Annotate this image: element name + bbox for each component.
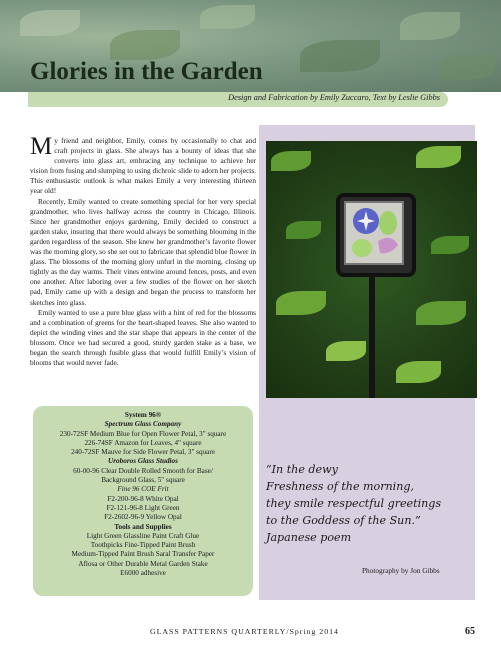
supply-item: Tools and Supplies bbox=[114, 522, 172, 531]
supply-item: 240-72SF Mauve for Side Flower Petal, 3" square bbox=[71, 448, 215, 457]
magazine-name: GLASS PATTERNS QUARTERLY/Spring 2014 bbox=[150, 627, 339, 636]
page-number: 65 bbox=[465, 626, 475, 637]
supplies-list bbox=[33, 406, 253, 578]
supply-item: F2-121-96-8 Light Green bbox=[106, 503, 180, 512]
supply-item: Toothpicks Fine-Tipped Paint Brush bbox=[90, 541, 196, 550]
supply-item: 226-74SF Amazon for Leaves, 4" square bbox=[84, 438, 202, 447]
supply-item: E6000 adhesive bbox=[120, 569, 166, 578]
supply-item: F2-2602-96-9 Yellow Opal bbox=[104, 513, 182, 522]
byline: Design and Fabrication by Emily Zuccaro, Text by Leslie Gibbs bbox=[228, 93, 440, 102]
poem-attribution: Japanese poem bbox=[266, 531, 352, 544]
glass-stake-frame bbox=[336, 193, 416, 277]
supply-item: Fine 96 COE Frit bbox=[117, 485, 169, 494]
japanese-poem bbox=[266, 461, 441, 546]
morning-glory-icon bbox=[346, 203, 402, 263]
supply-item: Medium-Tipped Paint Brush Saral Transfer Paper bbox=[71, 550, 215, 559]
supply-item: System 96® bbox=[124, 411, 162, 419]
supply-item: Background Glass, 5" square bbox=[101, 476, 185, 485]
article-title: Glories in the Garden bbox=[30, 58, 263, 85]
supply-item: 60-00-96 Clear Double Rolled Smooth for Base/ bbox=[73, 466, 213, 475]
byline-bar bbox=[28, 92, 448, 107]
photo-credit: Photography by Jon Gibbs bbox=[362, 566, 440, 575]
supply-item: Uroboros Glass Studios bbox=[108, 457, 178, 466]
garden-stake-photo bbox=[266, 141, 477, 398]
drop-cap: M bbox=[30, 133, 53, 160]
stake-post bbox=[369, 275, 375, 398]
poem-line-4: to the Goddess of the Sun.” bbox=[266, 514, 421, 527]
paragraph-2: Recently, Emily wanted to create something special for her very special grandmother, who lives halfway across the country in Chicago, Illinois. Since her grandmother enjoys gardening, Emily decided to construct a garden stake, insuring that there would always be something blooming in the garden regardless of the season. She knew her grandmother’s favorite flower was the morning glory, so she set out to fabricate that splendid blue flower in glass. The blossoms of the morning glory unfurl in the morning, closing up tightly as the day warms. Their vines entwine around fences, posts, and even one another. After laboring over a few studies of the flower on her sketch pad, Emily came up with a design and began the process to transform her sketches into glass. bbox=[30, 196, 256, 307]
paragraph-1-text: y friend and neighbor, Emily, comes by occasionally to chat and craft projects in glass. She always has a bounty of ideas that she converts into glass art, embracing any technique to achieve her vision from fusing and slumping to using dichroic slide to adorn her projects. This enthusiastic outlook is what makes Emily a very interesting thirteen year old! bbox=[30, 136, 256, 196]
supply-item: Light Green Glassline Paint Craft Glue bbox=[86, 531, 200, 540]
poem-line-3: they smile respectful greetings bbox=[266, 497, 442, 510]
supply-item: Aflosa or Other Durable Metal Garden Stake bbox=[78, 559, 208, 568]
fused-glass-tile bbox=[344, 201, 404, 265]
supplies-box bbox=[33, 406, 253, 596]
paragraph-3: Emily wanted to use a pure blue glass with a hint of red for the blossoms and a combination of greens for the heart-shaped leaves. She also wanted to depict the winding vines and the star shape that appears in the center of the blossom. Once we had secured a good, sturdy garden stake as a base, we began the search through fusible glass that would fulfill Emily’s vision of blooms that would never fade. bbox=[30, 307, 256, 368]
supply-item: 230-72SF Medium Blue for Open Flower Petal, 3" square bbox=[59, 429, 227, 438]
poem-line-1: “In the dewy bbox=[266, 463, 338, 476]
supply-item: F2-200-96-8 White Opal bbox=[107, 494, 179, 503]
supply-item: Spectrum Glass Company bbox=[104, 420, 182, 429]
poem-line-2: Freshness of the morning, bbox=[266, 480, 414, 493]
paragraph-1 bbox=[30, 133, 256, 197]
article-body bbox=[30, 133, 256, 368]
